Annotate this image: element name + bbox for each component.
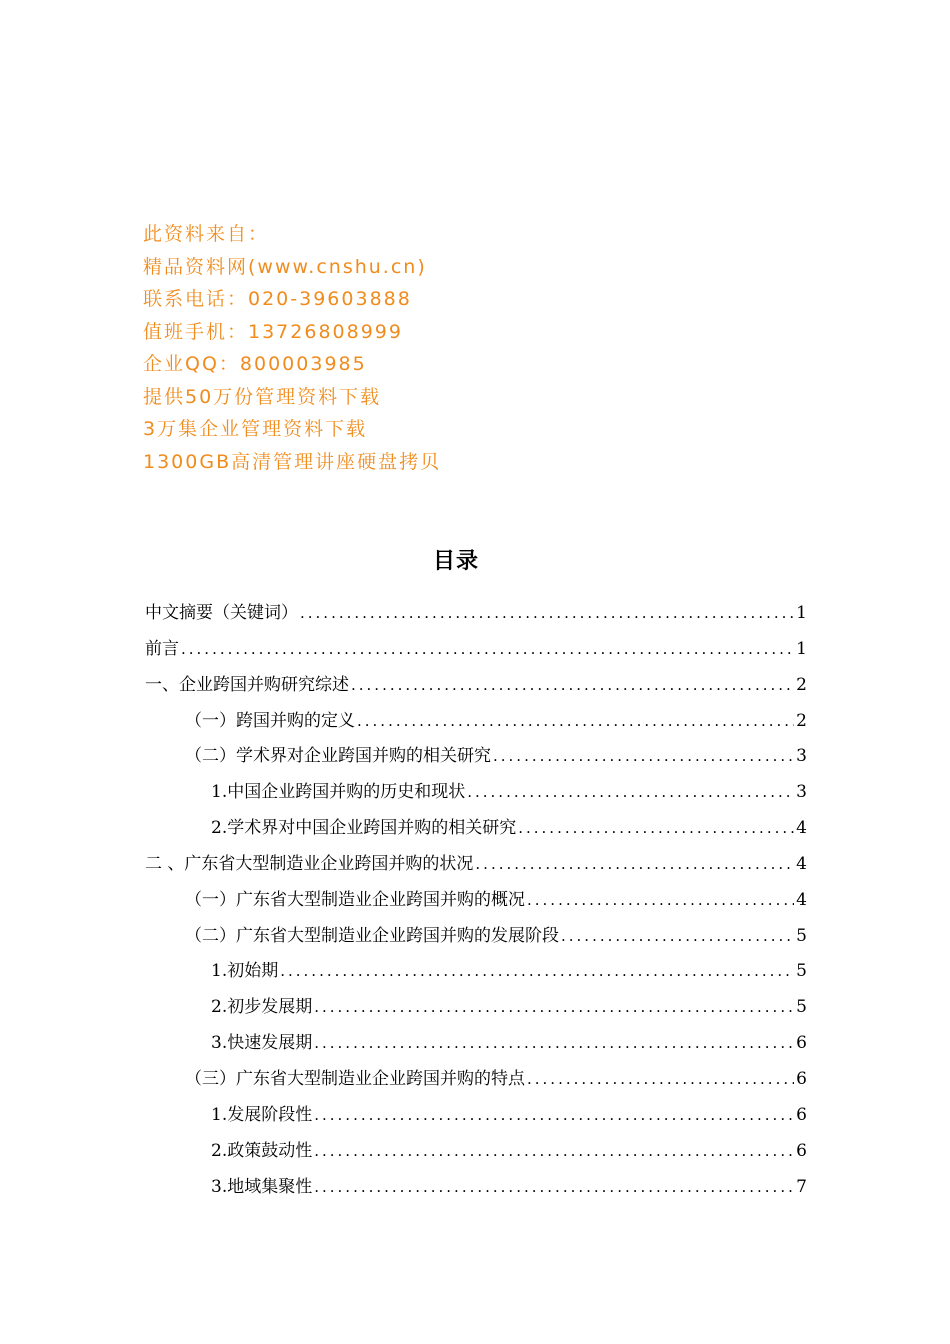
toc-entry-label: 3.快速发展期	[211, 1033, 313, 1054]
toc-dot-leader	[181, 632, 794, 668]
toc-dot-leader	[314, 1134, 794, 1170]
toc-entry[interactable]	[145, 1026, 807, 1062]
toc-entry-page: 4	[796, 853, 807, 874]
source-website: 精品资料网(www.cnshu.cn)	[143, 255, 427, 278]
toc-entry[interactable]	[145, 811, 807, 847]
promo-materials: 提供50万份管理资料下载	[143, 385, 382, 408]
toc-entry-page: 5	[796, 925, 807, 946]
toc-entry-label: 1.初始期	[211, 961, 279, 982]
promo-videos: 3万集企业管理资料下载	[143, 418, 368, 440]
toc-dot-leader	[314, 990, 794, 1026]
toc-dot-leader	[518, 811, 794, 847]
toc-entry[interactable]	[145, 739, 807, 775]
toc-entry-page: 2	[796, 710, 807, 731]
toc-dot-leader	[314, 1026, 794, 1062]
toc-entry-label: 中文摘要（关键词）	[145, 603, 298, 623]
source-info-block	[143, 218, 743, 478]
toc-entry-page: 5	[796, 997, 807, 1018]
toc-entry-label: （三）广东省大型制造业企业跨国并购的特点	[185, 1068, 525, 1089]
toc-entry-label: 1.发展阶段性	[211, 1104, 313, 1125]
toc-entry-label: 2.政策鼓动性	[211, 1140, 313, 1161]
toc-entry-page: 4	[796, 818, 807, 839]
toc-dot-leader	[300, 596, 794, 632]
toc-entry-page: 4	[796, 889, 807, 910]
promo-lectures: 1300GB高清管理讲座硬盘拷贝	[143, 450, 442, 473]
toc-entry-page: 2	[796, 674, 807, 695]
company-qq: 企业QQ：800003985	[143, 353, 367, 375]
toc-entry-label: 1.中国企业跨国并购的历史和现状	[211, 782, 466, 803]
toc-entry-page: 6	[796, 1068, 807, 1089]
toc-entry-label: 2.初步发展期	[211, 997, 313, 1018]
toc-dot-leader	[280, 954, 794, 990]
toc-dot-leader	[561, 919, 794, 955]
toc-entry-label: 前言	[145, 638, 179, 659]
toc-entry[interactable]	[145, 1170, 807, 1206]
toc-entry-page: 6	[796, 1104, 807, 1125]
toc-dot-leader	[467, 775, 794, 811]
toc-entry-label: （二）广东省大型制造业企业跨国并购的发展阶段	[185, 925, 559, 946]
toc-dot-leader	[351, 668, 794, 704]
toc-entry[interactable]	[145, 632, 807, 668]
toc-entry-page: 1	[796, 638, 807, 659]
table-of-contents	[145, 596, 807, 1205]
duty-mobile: 值班手机：13726808999	[143, 320, 403, 343]
toc-entry[interactable]	[145, 847, 807, 883]
toc-entry-label: （一）跨国并购的定义	[185, 710, 355, 731]
toc-entry-page: 7	[796, 1176, 807, 1197]
source-heading: 此资料来自：	[143, 223, 270, 245]
toc-entry[interactable]	[145, 1134, 807, 1170]
toc-entry-page: 3	[796, 782, 807, 803]
toc-entry-label: 2.学术界对中国企业跨国并购的相关研究	[211, 818, 517, 839]
toc-title: 目录	[432, 549, 479, 574]
toc-entry-label: 3.地域集聚性	[211, 1176, 313, 1197]
toc-entry-label: （一）广东省大型制造业企业跨国并购的概况	[185, 889, 525, 910]
toc-entry-label: 二 、广东省大型制造业企业跨国并购的状况	[145, 853, 474, 874]
toc-dot-leader	[527, 1062, 794, 1098]
toc-entry-page: 6	[796, 1140, 807, 1161]
toc-entry[interactable]	[145, 883, 807, 919]
toc-dot-leader	[357, 704, 794, 740]
toc-dot-leader	[475, 847, 794, 883]
toc-dot-leader	[314, 1098, 794, 1134]
toc-dot-leader	[527, 883, 794, 919]
toc-entry[interactable]	[145, 704, 807, 740]
toc-entry-label: 一、企业跨国并购研究综述	[145, 674, 349, 695]
contact-phone: 联系电话：020-39603888	[143, 288, 412, 310]
toc-entry[interactable]	[145, 954, 807, 990]
toc-dot-leader	[314, 1170, 794, 1206]
toc-entry-page: 3	[796, 746, 807, 767]
toc-entry[interactable]	[145, 919, 807, 955]
toc-dot-leader	[493, 739, 794, 775]
toc-entry[interactable]	[145, 1098, 807, 1134]
toc-entry-page: 6	[796, 1033, 807, 1054]
toc-entry-page: 1	[796, 603, 807, 623]
toc-entry-page: 5	[796, 961, 807, 982]
toc-entry[interactable]	[145, 668, 807, 704]
toc-entry[interactable]	[145, 596, 807, 632]
toc-entry-label: （二）学术界对企业跨国并购的相关研究	[185, 746, 491, 767]
toc-entry[interactable]	[145, 990, 807, 1026]
toc-entry[interactable]	[145, 1062, 807, 1098]
toc-entry[interactable]	[145, 775, 807, 811]
